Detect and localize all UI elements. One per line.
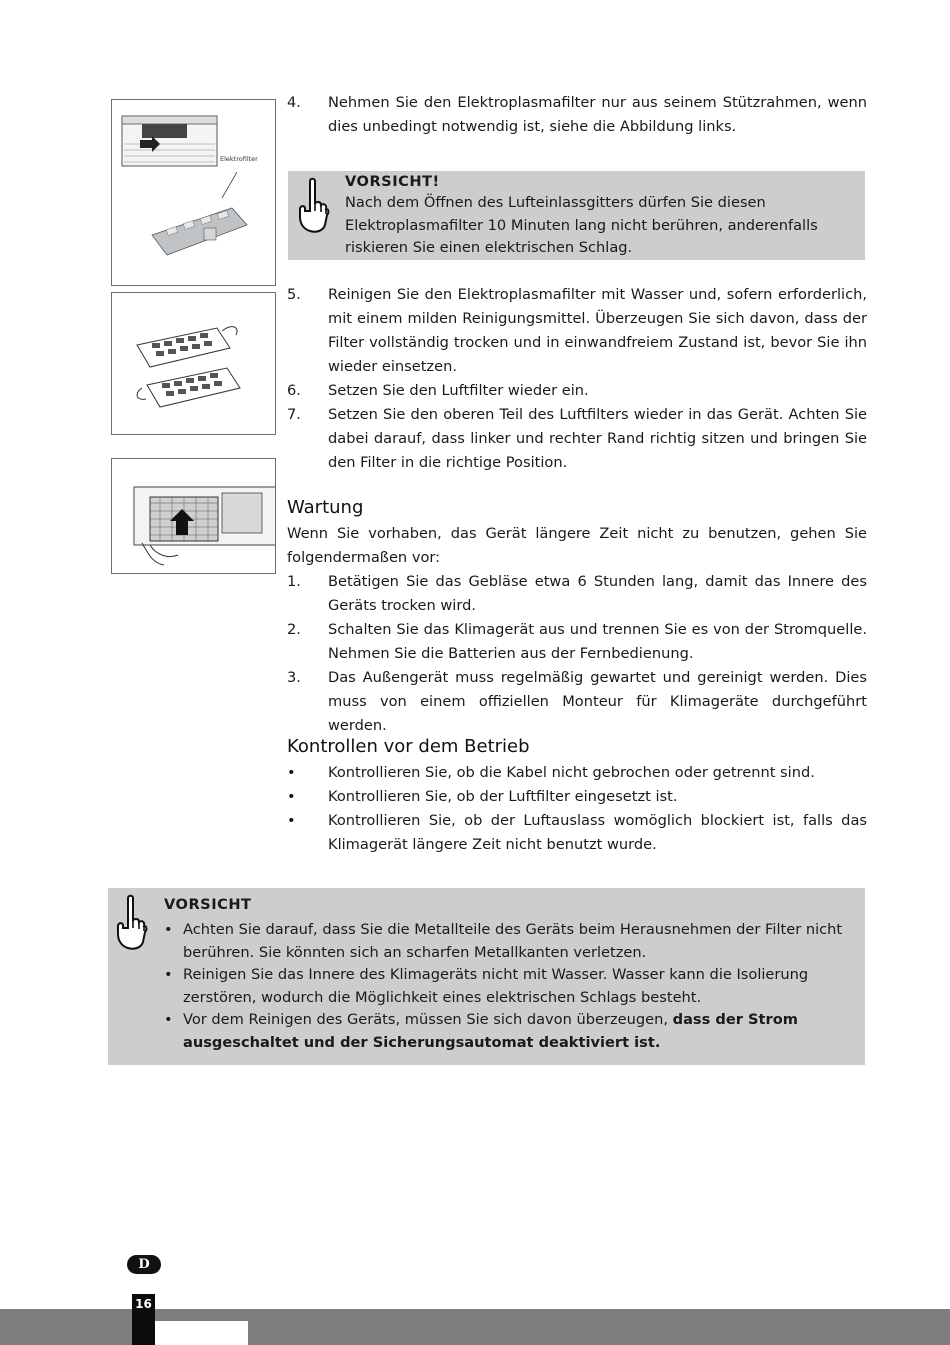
bullet-mark: •: [164, 1011, 173, 1028]
list-item: [287, 570, 867, 618]
list-text: Setzen Sie den oberen Teil des Luftfilters wieder in das Gerät. Achten Sie dabei darauf, dass linker und rechter Rand richtig sitzen und bringen Sie den Filter in die richtige Position.: [328, 406, 867, 471]
caution-bullet: [164, 919, 854, 964]
pointing-hand-icon: [114, 894, 148, 952]
bullet-item: [287, 809, 867, 857]
list-item: [287, 91, 867, 139]
list-number: 5.: [287, 286, 301, 303]
list-text: Reinigen Sie den Elektroplasmafilter mit Wasser und, sofern erforderlich, mit einem milden Reinigungsmittel. Überzeugen Sie sich davon, dass der Filter vollständig trocken und in einwandfreiem Zustand ist, bevor Sie ihn wieder einsetzen.: [328, 286, 867, 375]
filter-insert-illustration: [112, 459, 276, 574]
language-badge: D: [127, 1255, 161, 1274]
page-number: 16: [135, 1297, 152, 1311]
caution-box-bottom: [108, 888, 865, 1065]
caution-title: VORSICHT!: [345, 173, 440, 190]
list-number: 3.: [287, 669, 301, 686]
list-text: Schalten Sie das Klimagerät aus und trennen Sie es von der Stromquelle. Nehmen Sie die Batterien aus der Fernbedienung.: [328, 621, 867, 662]
figure-filter-cleaning: [111, 292, 276, 435]
caution-bullet-text-plain: Vor dem Reinigen des Geräts, müssen Sie sich davon überzeugen,: [183, 1011, 673, 1028]
list-item: [287, 379, 867, 403]
section-heading-kontrollen: Kontrollen vor dem Betrieb: [287, 736, 530, 757]
caution-bullet: [164, 1009, 854, 1054]
bullet-text: Kontrollieren Sie, ob der Luftfilter eingesetzt ist.: [328, 788, 678, 805]
bullet-item: [287, 761, 867, 785]
footer-white-strip: [155, 1321, 248, 1345]
bullet-mark: •: [287, 764, 296, 781]
figure-electrofilter-removal: [111, 99, 276, 286]
list-text: Nehmen Sie den Elektroplasmafilter nur aus seinem Stützrahmen, wenn dies unbedingt notwendig ist, siehe die Abbildung links.: [328, 94, 867, 135]
list-item: [287, 283, 867, 379]
section-heading-wartung: Wartung: [287, 497, 364, 518]
bullet-item: [287, 785, 867, 809]
bullet-text: Kontrollieren Sie, ob der Luftauslass womöglich blockiert ist, falls das Klimagerät längere Zeit nicht benutzt wurde.: [328, 812, 867, 853]
electrofilter-label: Elektrofilter: [220, 155, 258, 163]
list-text: Betätigen Sie das Gebläse etwa 6 Stunden lang, damit das Innere des Geräts trocken wird.: [328, 573, 867, 614]
list-number: 7.: [287, 406, 301, 423]
caution-bullet: [164, 964, 854, 1009]
list-item: [287, 403, 867, 475]
caution-bullet-text: Reinigen Sie das Innere des Klimageräts nicht mit Wasser. Wasser kann die Isolierung zerstören, wodurch die Möglichkeit eines elektrischen Schlags besteht.: [183, 966, 809, 1006]
caution-bullet-text-bold: dass der Strom ausgeschaltet und der Sicherungsautomat deaktiviert ist.: [183, 1011, 798, 1051]
list-item: [287, 666, 867, 738]
electrofilter-illustration: [112, 100, 276, 286]
list-text: Setzen Sie den Luftfilter wieder ein.: [328, 382, 589, 399]
list-text: Das Außengerät muss regelmäßig gewartet und gereinigt werden. Dies muss von einem offiziellen Monteur für Klimageräte durchgeführt werden.: [328, 669, 867, 734]
list-item: [287, 618, 867, 666]
list-number: 2.: [287, 621, 301, 638]
pointing-hand-icon: [296, 177, 330, 235]
bullet-mark: •: [164, 966, 173, 983]
bullet-mark: •: [287, 788, 296, 805]
bullet-mark: •: [287, 812, 296, 829]
figure-filter-insertion: [111, 458, 276, 574]
list-number: 4.: [287, 94, 301, 111]
list-number: 1.: [287, 573, 301, 590]
caution-bullet-text: Achten Sie darauf, dass Sie die Metallteile des Geräts beim Herausnehmen der Filter nicht berühren. Sie könnten sich an scharfen Metallkanten verletzen.: [183, 921, 843, 961]
caution-box: [288, 171, 865, 260]
wartung-intro: Wenn Sie vorhaben, das Gerät längere Zeit nicht zu benutzen, gehen Sie folgendermaßen vor:: [287, 525, 867, 566]
bullet-mark: •: [164, 921, 173, 938]
list-number: 6.: [287, 382, 301, 399]
caution-title: VORSICHT: [164, 896, 252, 913]
bullet-text: Kontrollieren Sie, ob die Kabel nicht gebrochen oder getrennt sind.: [328, 764, 815, 781]
caution-bullet-text: [183, 1009, 854, 1054]
filter-washing-illustration: [112, 293, 276, 435]
caution-text: Nach dem Öffnen des Lufteinlassgitters dürfen Sie diesen Elektroplasmafilter 10 Minuten lang nicht berühren, anderenfalls riskieren Sie einen elektrischen Schlag.: [345, 194, 818, 256]
